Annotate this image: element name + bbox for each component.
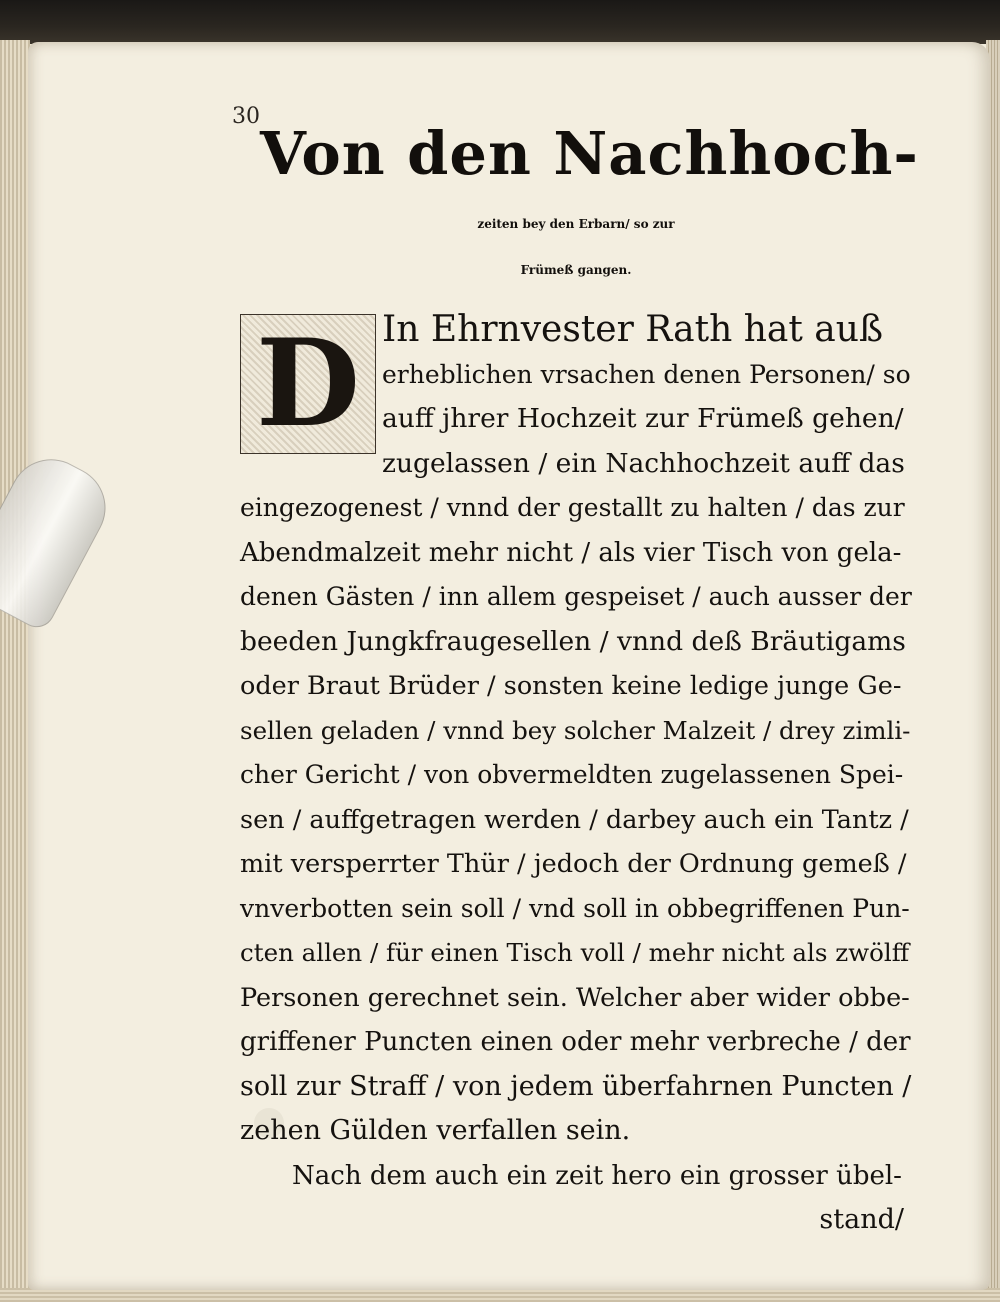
text-line: griffener Puncten einen oder mehr verbreche / der (240, 1027, 911, 1057)
text-line: mit versperrter Thür / jedoch der Ordnung gemeß / (240, 849, 907, 879)
bottom-page-edges (0, 1288, 1000, 1302)
text-line: zehen Gülden verfallen sein. (240, 1115, 631, 1146)
text-line: auff jhrer Hochzeit zur Frümeß gehen/ (382, 403, 904, 434)
text-line: In Ehrnvester Rath hat auß (382, 309, 883, 350)
book-top-shadow (0, 0, 1000, 44)
text-line: vnverbotten sein soll / vnd soll in obbegriffenen Pun- (240, 893, 910, 923)
text-line: denen Gästen / inn allem gespeiset / auch ausser der (240, 582, 912, 611)
text-block (240, 108, 919, 1243)
text-line: eingezogenest / vnnd der gestallt zu halten / das zur (240, 493, 905, 522)
left-page-edges (0, 40, 30, 1290)
page-number: 30 (232, 104, 260, 129)
text-line: cher Gericht / von obvermeldten zugelassenen Spei- (240, 760, 904, 789)
catchword: stand/ (819, 1204, 904, 1235)
text-line: oder Braut Brüder / sonsten keine ledige junge Ge- (240, 671, 902, 701)
body-text (240, 308, 912, 1243)
heading-line-3: Frümeß gangen. (520, 263, 632, 277)
text-line: sen / auffgetragen werden / darbey auch ein Tantz / (240, 804, 909, 835)
text-line: beeden Jungkfraugesellen / vnnd deß Bräutigams (240, 625, 906, 657)
text-line: Nach dem auch ein zeit hero ein grosser übel- (292, 1160, 902, 1191)
text-line: erheblichen vrsachen denen Personen/ so (382, 359, 911, 389)
decorated-initial (240, 314, 376, 454)
heading-line-2: zeiten bey den Erbarn/ so zur (477, 217, 675, 231)
text-line: sellen geladen / vnnd bey solcher Malzeit / drey zimli- (240, 715, 911, 745)
text-line: Personen gerechnet sein. Welcher aber wider obbe- (240, 982, 910, 1013)
text-line: soll zur Straff / von jedem überfahrnen Puncten / (240, 1070, 912, 1102)
initial-letter: D (255, 313, 361, 454)
heading-line-1: Von den Nachhoch- (260, 119, 919, 188)
text-line: cten allen / für einen Tisch voll / mehr nicht als zwölff (240, 938, 910, 967)
text-line: zugelassen / ein Nachhochzeit auff das (382, 447, 905, 479)
text-line: Abendmalzeit mehr nicht / als vier Tisch von gela- (240, 537, 902, 568)
